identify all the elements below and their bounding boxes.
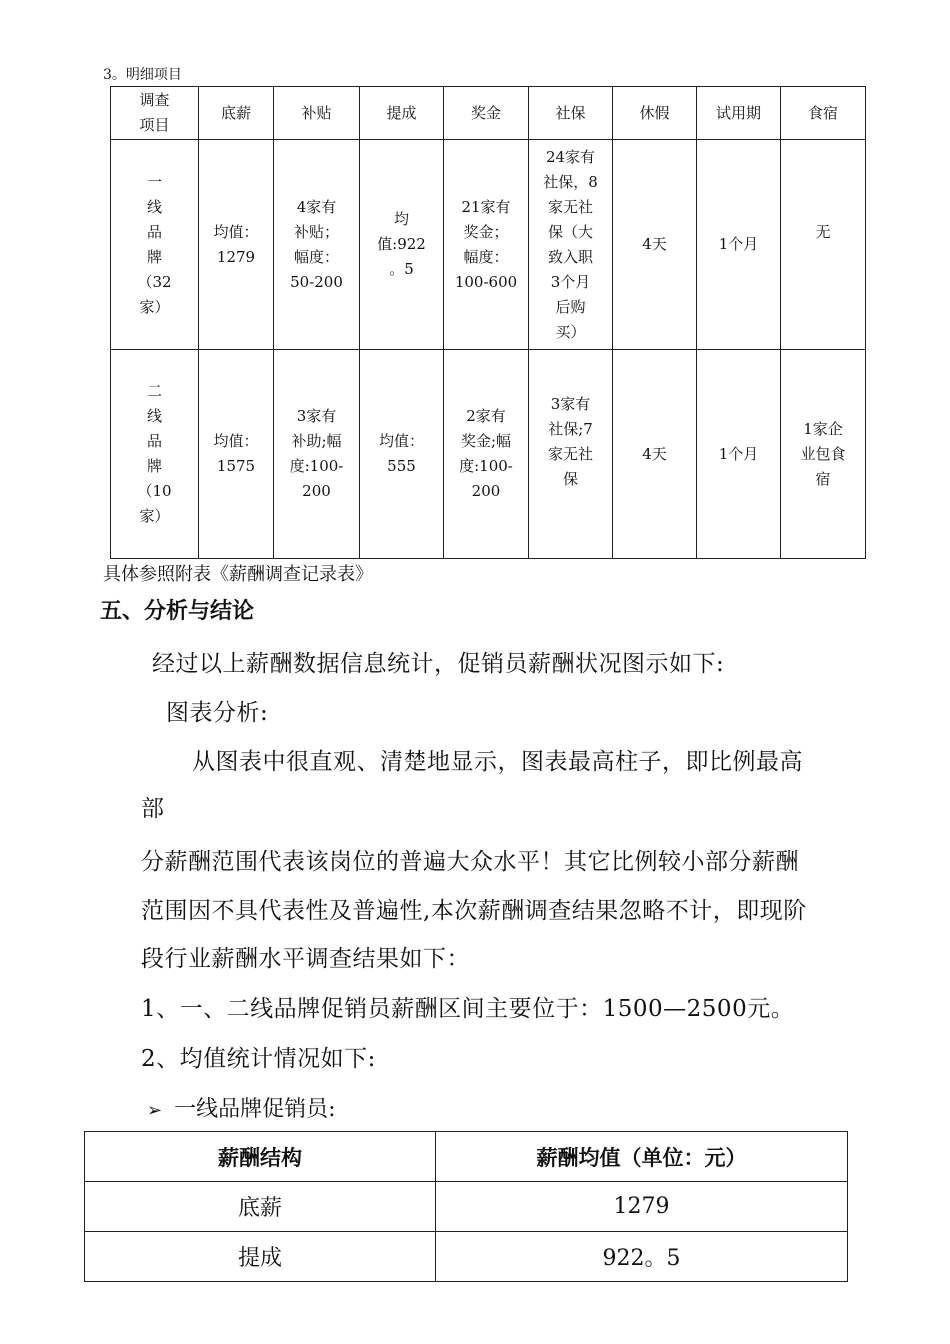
table-cell: 3家有 补助;幅 度:100- 200 (274, 350, 360, 559)
table-cell: 底薪 (85, 1182, 436, 1232)
table-cell: 1家企 业包食 宿 (781, 350, 866, 559)
paragraph: 分薪酬范围代表该岗位的普遍大众水平！其它比例较小部分薪酬 (141, 849, 799, 875)
header-cell: 补贴 (274, 87, 360, 140)
header-cell: 提成 (360, 87, 444, 140)
table-cell: 922。5 (436, 1232, 848, 1282)
table-cell: 二 线 品 牌 （10 家） (111, 350, 199, 559)
reference-note: 具体参照附表《薪酬调查记录表》 (103, 564, 373, 585)
table-cell: 4天 (613, 350, 697, 559)
table-cell: 1个月 (697, 140, 781, 350)
table-cell: 4家有 补贴； 幅度： 50-200 (274, 140, 360, 350)
table-row (85, 1232, 848, 1282)
detail-table (110, 86, 866, 559)
header-cell: 薪酬结构 (85, 1132, 436, 1182)
header-cell: 薪酬均值（单位：元） (436, 1132, 848, 1182)
table-cell: 无 (781, 140, 866, 350)
header-cell: 食宿 (781, 87, 866, 140)
table-cell: 提成 (85, 1232, 436, 1282)
header-cell: 试用期 (697, 87, 781, 140)
paragraph: 部 (141, 796, 165, 822)
section-title: 五、分析与结论 (100, 599, 255, 624)
table-cell: 3家有 社保;7 家无社 保 (529, 350, 613, 559)
table-cell: 均值： 555 (360, 350, 444, 559)
header-cell: 休假 (613, 87, 697, 140)
bullet-text: 一线品牌促销员: (174, 1097, 336, 1122)
arrow-bullet-icon: ➢ (147, 1100, 163, 1121)
paragraph: 经过以上薪酬数据信息统计，促销员薪酬状况图示如下: (152, 651, 725, 677)
detail-table-header-row (111, 87, 866, 140)
table-cell: 1279 (436, 1182, 848, 1232)
table-row (111, 350, 866, 559)
list-item: 2、均值统计情况如下: (141, 1046, 376, 1072)
list-item: 1、一、二线品牌促销员薪酬区间主要位于：1500—2500元。 (141, 996, 795, 1022)
table-row (85, 1182, 848, 1232)
paragraph: 段行业薪酬水平调查结果如下： (141, 946, 470, 972)
section-label: 3。明细项目 (103, 67, 182, 83)
table-cell: 24家有 社保，8 家无社 保（大 致入职 3个月 后购 买） (529, 140, 613, 350)
table-cell: 1个月 (697, 350, 781, 559)
header-cell: 底薪 (199, 87, 274, 140)
table-cell: 均值： 1279 (199, 140, 274, 350)
header-cell: 社保 (529, 87, 613, 140)
summary-table (84, 1131, 848, 1282)
header-cell: 奖金 (444, 87, 529, 140)
table-cell: 2家有 奖金;幅 度:100- 200 (444, 350, 529, 559)
table-cell: 均 值:922 。5 (360, 140, 444, 350)
table-cell: 一 线 品 牌 （32 家） (111, 140, 199, 350)
summary-table-header-row (85, 1132, 848, 1182)
paragraph: 范围因不具代表性及普遍性,本次薪酬调查结果忽略不计，即现阶 (141, 898, 807, 924)
table-row (111, 140, 866, 350)
bullet-item (147, 1092, 336, 1123)
table-cell: 21家有 奖金； 幅度： 100-600 (444, 140, 529, 350)
table-cell: 4天 (613, 140, 697, 350)
paragraph: 从图表中很直观、清楚地显示，图表最高柱子，即比例最高 (192, 749, 803, 775)
header-cell: 调查 项目 (111, 87, 199, 140)
table-cell: 均值： 1575 (199, 350, 274, 559)
paragraph: 图表分析: (166, 700, 269, 726)
